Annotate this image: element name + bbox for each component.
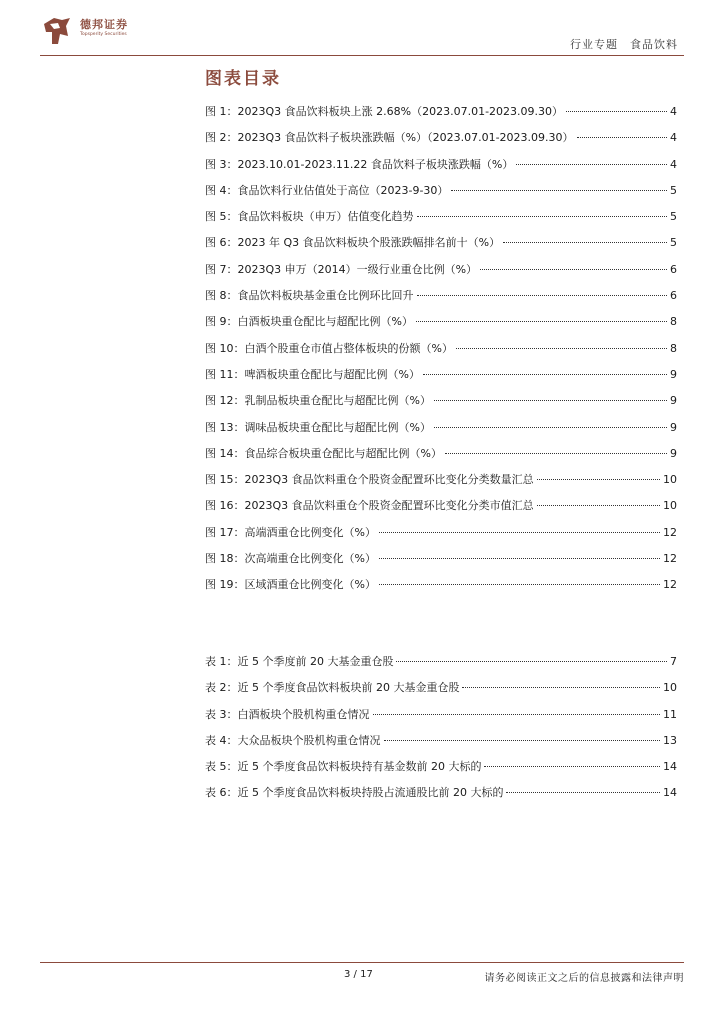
figure-entry[interactable]	[205, 156, 677, 182]
table-entry-page: 13	[663, 733, 677, 747]
dot-leader	[451, 190, 667, 191]
footer-divider	[40, 962, 684, 963]
dot-leader	[379, 532, 660, 533]
figure-entry-label: 图 6：2023 年 Q3 食品饮料板块个股涨跌幅排名前十（%）	[205, 236, 501, 250]
dot-leader	[416, 321, 667, 322]
figure-entry-page: 5	[670, 236, 677, 250]
dot-leader	[503, 242, 667, 243]
table-entry[interactable]	[205, 653, 677, 679]
figure-entry-label: 图 15：2023Q3 食品饮料重仓个股资金配置环比变化分类数量汇总	[205, 473, 534, 487]
dot-leader	[417, 295, 668, 296]
page-title: 图表目录	[205, 69, 281, 89]
dot-leader	[379, 584, 660, 585]
logo-english-name: Topsperity Securities	[80, 32, 127, 37]
report-category	[570, 36, 678, 52]
dot-leader	[434, 427, 667, 428]
table-entry[interactable]	[205, 732, 677, 758]
company-logo	[40, 14, 128, 48]
dot-leader	[423, 374, 667, 375]
figure-entry[interactable]	[205, 576, 677, 602]
figure-entry[interactable]	[205, 366, 677, 392]
figure-entry-page: 6	[670, 262, 677, 276]
figure-entry[interactable]	[205, 129, 677, 155]
figure-entry-page: 9	[670, 367, 677, 381]
figure-entry-label: 图 13：调味品板块重仓配比与超配比例（%）	[205, 420, 431, 434]
footer-disclaimer: 请务必阅读正文之后的信息披露和法律声明	[484, 973, 684, 984]
figure-entry-page: 4	[670, 157, 677, 171]
figure-entry[interactable]	[205, 208, 677, 234]
figure-entry-page: 4	[670, 131, 677, 145]
dot-leader	[484, 766, 660, 767]
table-entry[interactable]	[205, 784, 677, 810]
figure-entry-label: 图 7：2023Q3 申万（2014）一级行业重仓比例（%）	[205, 262, 478, 276]
figure-entry[interactable]	[205, 524, 677, 550]
figure-entry[interactable]	[205, 287, 677, 313]
header-divider	[40, 55, 684, 56]
figure-entry-label: 图 4：食品饮料行业估值处于高位（2023-9-30）	[205, 183, 449, 197]
figure-entry-label: 图 17：高端酒重仓比例变化（%）	[205, 525, 376, 539]
dot-leader	[480, 269, 667, 270]
table-entry[interactable]	[205, 679, 677, 705]
figure-entry[interactable]	[205, 392, 677, 418]
figure-entry-label: 图 1：2023Q3 食品饮料板块上涨 2.68%（2023.07.01-2023.09.30）	[205, 105, 564, 118]
figure-entry-label: 图 8：食品饮料板块基金重仓比例环比回升	[205, 289, 414, 303]
figure-entry-label: 图 10：白酒个股重仓市值占整体板块的份额（%）	[205, 341, 453, 355]
figure-entry[interactable]	[205, 261, 677, 287]
figure-entry-page: 5	[670, 210, 677, 224]
figure-entry-label: 图 11：啤酒板块重仓配比与超配比例（%）	[205, 367, 420, 381]
table-list	[205, 653, 677, 811]
dot-leader	[537, 505, 660, 506]
dot-leader	[373, 714, 661, 715]
table-entry-label: 表 4：大众品板块个股机构重仓情况	[205, 733, 381, 747]
figure-list	[205, 103, 677, 603]
table-entry-label: 表 6：近 5 个季度食品饮料板块持股占流通股比前 20 大标的	[205, 786, 504, 800]
table-entry-label: 表 3：白酒板块个股机构重仓情况	[205, 707, 370, 721]
figure-entry[interactable]	[205, 103, 677, 129]
figure-entry-label: 图 14：食品综合板块重仓配比与超配比例（%）	[205, 446, 442, 460]
report-type: 行业专题	[570, 38, 618, 51]
table-entry-page: 14	[663, 786, 677, 800]
figure-entry-page: 10	[663, 473, 677, 487]
figure-entry-label: 图 19：区域酒重仓比例变化（%）	[205, 578, 376, 592]
figure-entry[interactable]	[205, 471, 677, 497]
figure-entry-page: 12	[663, 552, 677, 566]
logo-chinese-name: 德邦证券	[80, 18, 128, 31]
figure-entry-label: 图 18：次高端重仓比例变化（%）	[205, 552, 376, 566]
report-sector: 食品饮料	[630, 38, 678, 51]
figure-entry-page: 12	[663, 525, 677, 539]
dot-leader	[577, 137, 667, 138]
dot-leader	[537, 479, 660, 480]
figure-entry-page: 12	[663, 578, 677, 592]
dot-leader	[516, 164, 667, 165]
figure-entry[interactable]	[205, 313, 677, 339]
figure-entry-page: 8	[670, 315, 677, 329]
figure-entry-label: 图 5：食品饮料板块（申万）估值变化趋势	[205, 210, 414, 224]
figure-entry-page: 9	[670, 420, 677, 434]
figure-entry-page: 8	[670, 341, 677, 355]
dot-leader	[396, 661, 667, 662]
dot-leader	[566, 111, 667, 112]
figure-entry-page: 4	[670, 105, 677, 118]
table-entry-page: 7	[670, 655, 677, 668]
figure-entry-label: 图 12：乳制品板块重仓配比与超配比例（%）	[205, 394, 431, 408]
figure-entry-label: 图 9：白酒板块重仓配比与超配比例（%）	[205, 315, 413, 329]
table-entry-page: 11	[663, 707, 677, 721]
dot-leader	[445, 453, 667, 454]
page-number: 3 / 17	[344, 969, 373, 980]
figure-entry[interactable]	[205, 497, 677, 523]
table-entry-page: 14	[663, 760, 677, 774]
dot-leader	[506, 792, 660, 793]
figure-entry[interactable]	[205, 234, 677, 260]
figure-entry[interactable]	[205, 419, 677, 445]
table-entry-label: 表 2：近 5 个季度食品饮料板块前 20 大基金重仓股	[205, 681, 460, 695]
table-entry[interactable]	[205, 758, 677, 784]
figure-entry[interactable]	[205, 340, 677, 366]
dot-leader	[462, 687, 660, 688]
dot-leader	[434, 400, 667, 401]
dot-leader	[379, 558, 660, 559]
logo-mark-icon	[40, 14, 74, 48]
page-header	[40, 14, 684, 56]
figure-entry-page: 6	[670, 289, 677, 303]
figure-entry[interactable]	[205, 182, 677, 208]
figure-entry-label: 图 2：2023Q3 食品饮料子板块涨跌幅（%）（2023.07.01-2023.09.30）	[205, 131, 574, 145]
dot-leader	[417, 216, 668, 217]
figure-entry-page: 10	[663, 499, 677, 513]
figure-entry-page: 9	[670, 394, 677, 408]
dot-leader	[456, 348, 667, 349]
table-entry-label: 表 5：近 5 个季度食品饮料板块持有基金数前 20 大标的	[205, 760, 482, 774]
figure-entry[interactable]	[205, 445, 677, 471]
figure-entry-page: 9	[670, 446, 677, 460]
figure-entry[interactable]	[205, 550, 677, 576]
figure-entry-label: 图 3：2023.10.01-2023.11.22 食品饮料子板块涨跌幅（%）	[205, 157, 514, 171]
figure-entry-label: 图 16：2023Q3 食品饮料重仓个股资金配置环比变化分类市值汇总	[205, 499, 534, 513]
table-entry[interactable]	[205, 706, 677, 732]
table-entry-page: 10	[663, 681, 677, 695]
figure-entry-page: 5	[670, 183, 677, 197]
dot-leader	[384, 740, 661, 741]
table-entry-label: 表 1：近 5 个季度前 20 大基金重仓股	[205, 655, 394, 668]
